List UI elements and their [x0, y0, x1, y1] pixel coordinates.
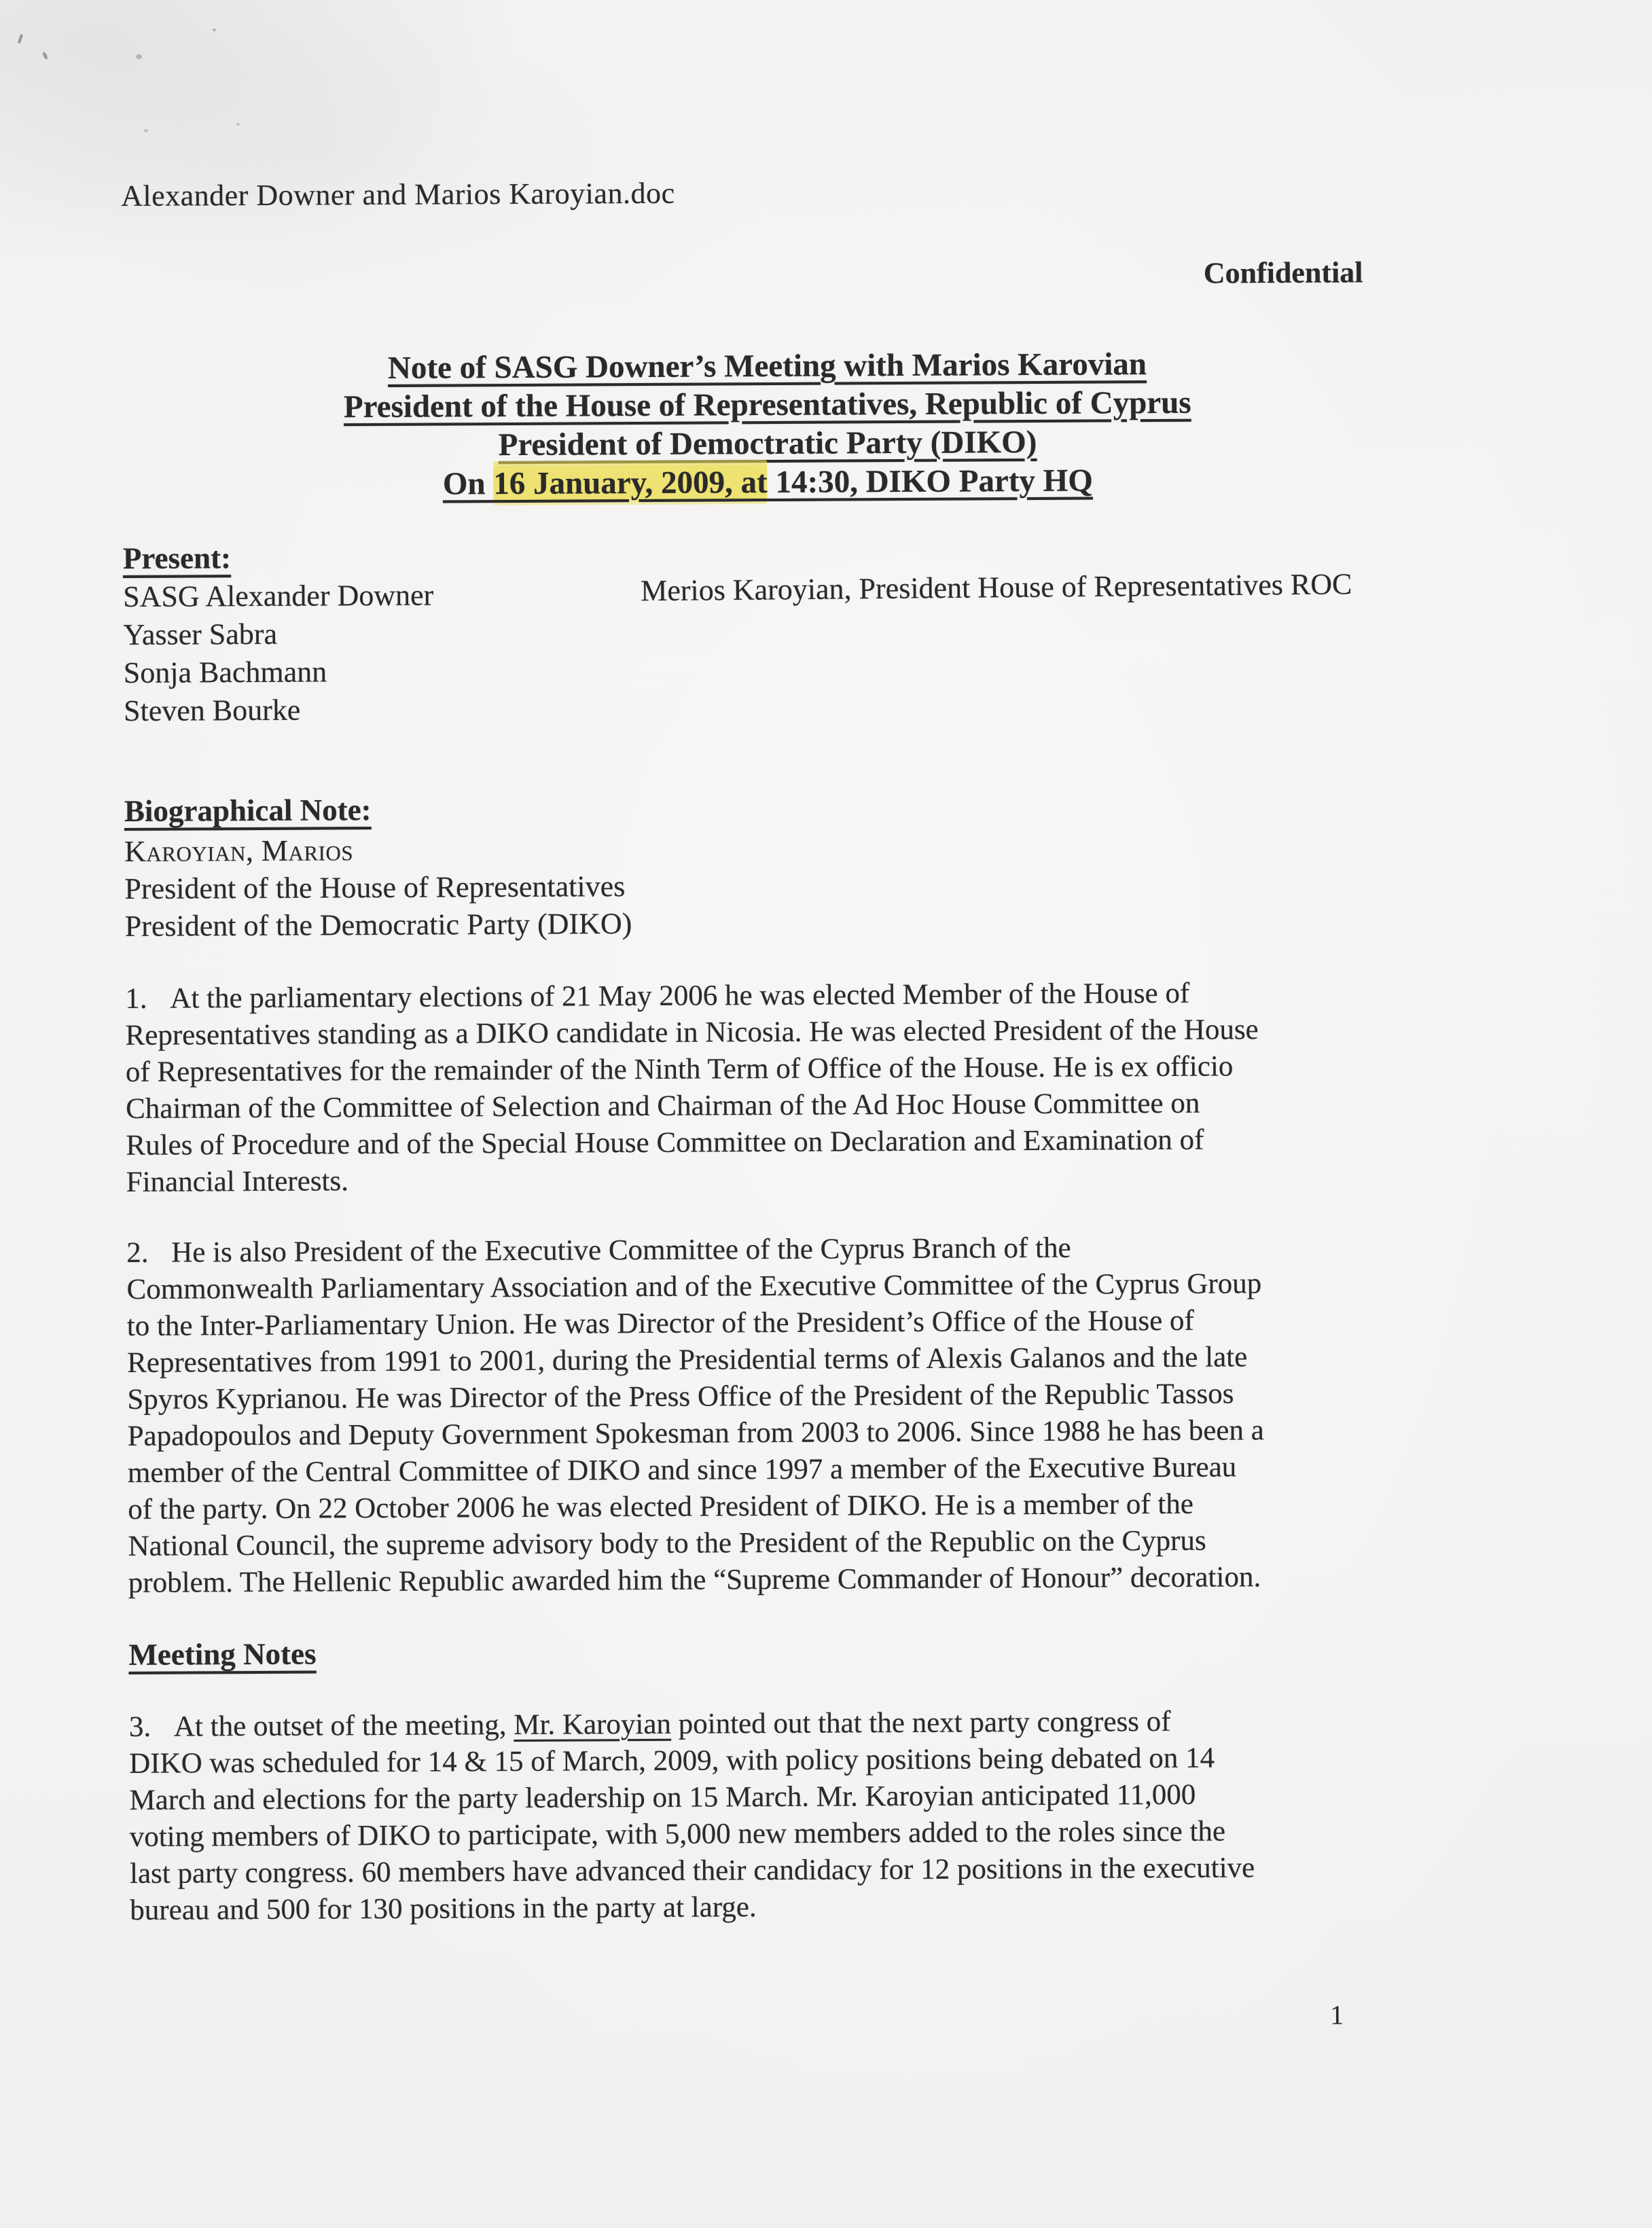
- page-number: 1: [1330, 1999, 1344, 2030]
- scan-speck: [18, 34, 23, 44]
- bio-subject-title: President of the House of Representatives: [124, 869, 626, 906]
- paragraph-number: 3.: [128, 1710, 151, 1743]
- paragraph-text: At the parliamentary elections of 21 May 2006 he was elected Member of the House of Representatives standing as a DIKO candidate in Nicosia. He was elected President of the House of Representatives for the remainder of the Ninth Term of Office of the House. He is ex officio Chairman of the Committee of Selection and Chairman of the Ad Hoc House Committee on Rules of Procedure and of the Special House Committee on Declaration and Examination of Financial Interests.: [125, 977, 1259, 1198]
- present-heading: Present:: [122, 541, 232, 576]
- meeting-title: [122, 344, 1413, 505]
- paragraph-number: 1.: [125, 982, 147, 1016]
- document-sheet: [120, 0, 1422, 2228]
- attendee-item: Sonja Bachmann: [123, 655, 327, 690]
- title-line-4: [122, 460, 1413, 505]
- paragraph-2: [126, 1228, 1419, 1602]
- paragraph-3: [129, 1702, 1421, 1929]
- title-line-1: Note of SASG Downer’s Meeting with Marios Karovian: [387, 346, 1147, 386]
- title-line-2: President of the House of Representatives, Republic of Cyprus: [343, 384, 1191, 425]
- attendee-item: Steven Bourke: [123, 693, 301, 728]
- scan-speck: [42, 52, 49, 60]
- attendee-item: SASG Alexander Downer: [123, 578, 434, 614]
- attendee-right: Merios Karoyian, President House of Representatives ROC: [640, 567, 1352, 608]
- bio-subject-name: Karoyian, Marios: [124, 833, 354, 869]
- paragraph-text: He is also President of the Executive Committee of the Cyprus Branch of the Commonwealth Parliamentary Association and of the Executive Committee of the Cyprus Group to the Inter-Parliamentary Union. He was Director of the President’s Office of the House of Representatives from 1991 to 2001, during the Presidential terms of Alexis Galanos and the late Spyros Kyprianou. He was Director of the Press Office of the President of the Republic Tassos Papadopoulos and Deputy Government Spokesman from 2003 to 2006. Since 1988 he has been a member of the Central Committee of DIKO and since 1997 a member of the Executive Bureau of the party. On 22 October 2006 he was elected President of DIKO. He is a member of the National Council, the supreme advisory body to the President of the Republic on the Cyprus problem. The Hellenic Republic awarded him the “Supreme Commander of Honour” decoration.: [126, 1232, 1264, 1599]
- paragraph-text-end: pointed out that the next party congress of DIKO was scheduled for 14 & 15 of March, 2009, with policy positions being debated on 14 March and elections for the party leadership on 15 March. Mr. Karoyian anticipated 11,000 voting members of DIKO to participate, with 5,000 new members added to the roles since the last party congress. 60 members have advanced their candidacy for 12 positions in the executive bureau and 500 for 130 positions in the party at large.: [129, 1705, 1255, 1926]
- highlighted-date: 16 January, 2009, at: [493, 465, 768, 502]
- title-date-prefix: On: [442, 466, 494, 502]
- title-date-suffix: 14:30, DIKO Party HQ: [767, 463, 1093, 501]
- attendee-item: Yasser Sabra: [123, 617, 278, 652]
- bio-subject-title: President of the Democratic Party (DIKO): [124, 907, 632, 944]
- filename-header: Alexander Downer and Marios Karoyian.doc: [121, 176, 675, 213]
- title-line-3: President of Democtratic Party (DIKO): [498, 424, 1037, 463]
- underlined-speaker-name: Mr. Karoyian: [514, 1708, 672, 1742]
- confidential-stamp: Confidential: [1203, 255, 1363, 290]
- meeting-notes-heading: Meeting Notes: [128, 1636, 317, 1672]
- attendee-list: [123, 577, 434, 730]
- paragraph-text-start: At the outset of the meeting,: [173, 1709, 514, 1743]
- bio-heading: Biographical Note:: [124, 793, 372, 829]
- paragraph-1: [125, 974, 1417, 1201]
- bio-subject: [124, 830, 632, 945]
- paragraph-number: 2.: [126, 1236, 149, 1269]
